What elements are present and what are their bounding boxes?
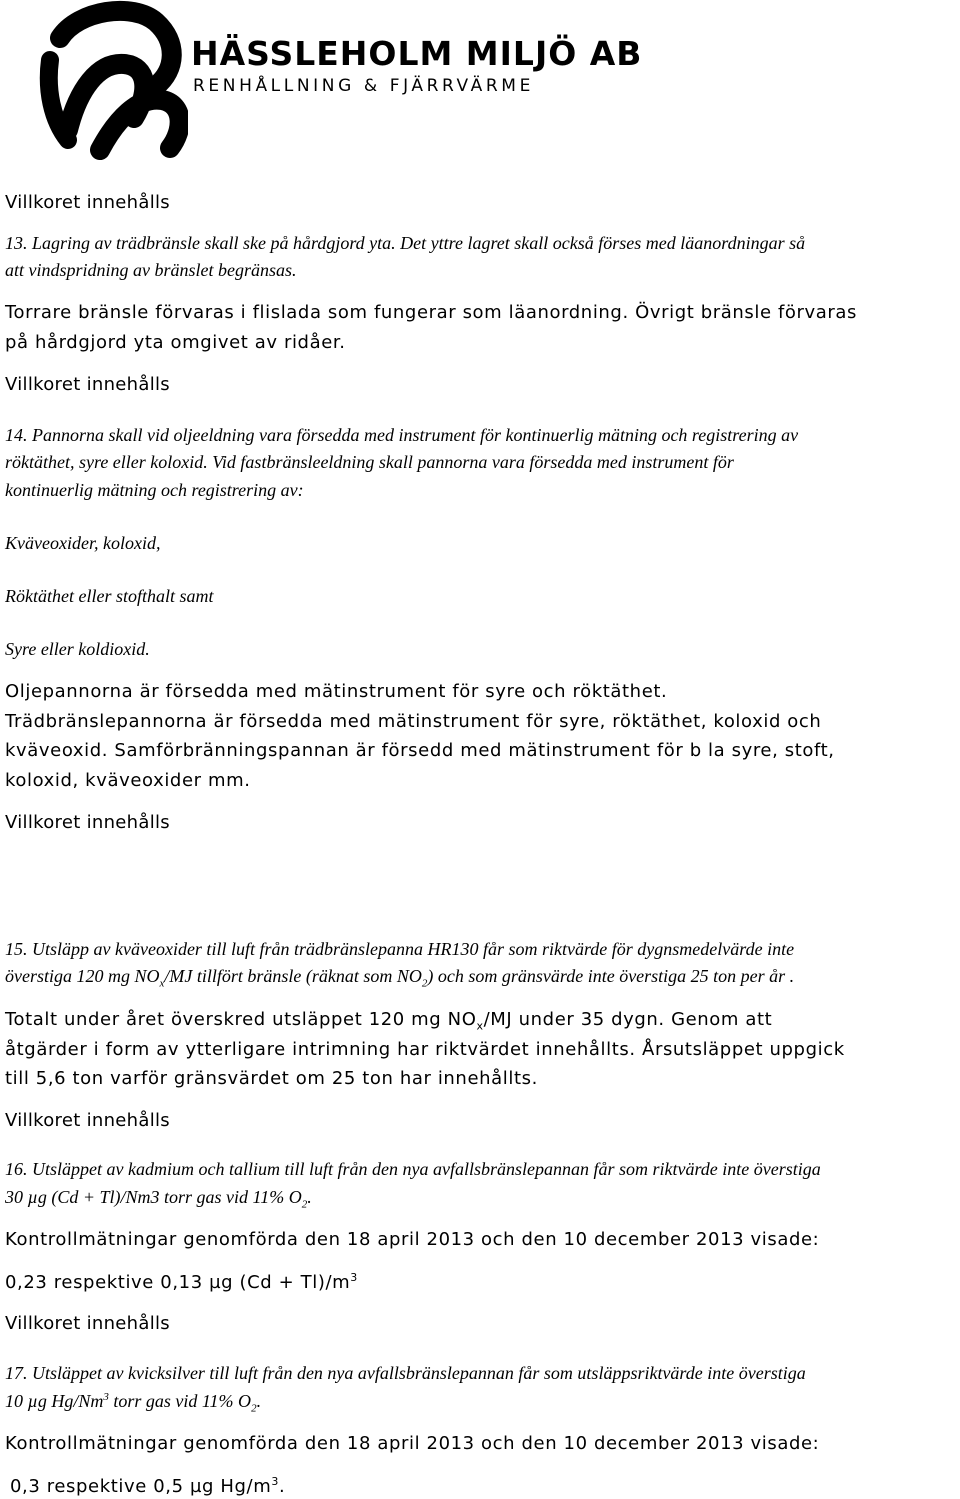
condition-16-text: 16. Utsläppet av kadmium och tallium till luft från den nya avfallsbränslepannan får som riktvärde inte överstiga [5,1159,821,1179]
company-tagline: RENHÅLLNING & FJÄRRVÄRME [193,76,534,96]
response-13-text: på hårdgjord yta omgivet av ridåer. [5,332,346,353]
response-16-text: Kontrollmätningar genomförda den 18 april 2013 och den 10 december 2013 visade: [5,1229,820,1250]
condition-17-text: 10 µg Hg/Nm$^3$ torr gas vid 11% $O_2$. [5,1391,262,1415]
response-17-text: 0,3 respektive 0,5 µg $Hg/m^3$. [10,1475,286,1497]
condition-14-text: röktäthet, syre eller koloxid. Vid fastbränsleeldning skall pannorna vara försedda med instrument för [5,452,734,472]
condition-13-text: 13. Lagring av trädbränsle skall ske på hårdgjord yta. Det yttre lagret skall också förses med läanordningar så [5,233,806,253]
response-14-text: kväveoxid. Samförbränningspannan är försedd med mätinstrument för b la syre, stoft, [5,740,835,761]
response-17-text: Kontrollmätningar genomförda den 18 april 2013 och den 10 december 2013 visade: [5,1433,820,1454]
condition-16-text: 30 µg (Cd + Tl)/Nm3 torr gas vid 11% $O_2$. [5,1187,312,1211]
company-logo [38,0,643,160]
condition-13-text: att vindspridning av bränslet begränsas. [5,260,297,280]
response-15-text: till 5,6 ton varför gränsvärdet om 25 ton har innehållts. [5,1068,538,1089]
condition-status: Villkoret innehålls [5,192,170,213]
hm-monogram-icon [38,0,188,160]
response-15-text: Totalt under året överskred utsläppet 120 mg $NO_x/MJ$ under 35 dygn. Genom att [5,1009,773,1033]
condition-status: Villkoret innehålls [5,374,170,395]
condition-14-list-item: Syre eller koldioxid. [5,639,150,659]
condition-status: Villkoret innehålls [5,812,170,833]
response-14-text: Trädbränslepannorna är försedda med mätinstrument för syre, röktäthet, koloxid och [5,711,822,732]
condition-15-text: överstiga 120 mg $NO_x/MJ$ tillfört bränsle (räknat som $NO_2$) och som gränsvärde inte överstiga 25 ton per år . [5,966,795,990]
response-16-text: 0,23 respektive 0,13 µg $(Cd + Tl)/m^3$ [5,1271,358,1293]
condition-status: Villkoret innehålls [5,1313,170,1334]
company-name: HÄSSLEHOLM MILJÖ AB [191,34,643,73]
condition-status: Villkoret innehålls [5,1110,170,1131]
condition-14-list-item: Röktäthet eller stofthalt samt [5,586,214,606]
response-14-text: Oljepannorna är försedda med mätinstrument för syre och röktäthet. [5,681,668,702]
condition-14-text: kontinuerlig mätning och registrering av: [5,480,304,500]
response-13-text: Torrare bränsle förvaras i flislada som fungerar som läanordning. Övrigt bränsle förvaras [5,302,857,323]
condition-17-text: 17. Utsläppet av kvicksilver till luft från den nya avfallsbränslepannan får som utsläppsriktvärde inte överstiga [5,1363,806,1383]
condition-14-list-item: Kväveoxider, koloxid, [5,533,161,553]
response-15-text: åtgärder i form av ytterligare intrimning har riktvärdet innehållts. Årsutsläppet uppgick [5,1039,845,1060]
condition-15-text: 15. Utsläpp av kväveoxider till luft från trädbränslepanna HR130 får som riktvärde för dygnsmedelvärde inte [5,939,795,959]
response-14-text: koloxid, kväveoxider mm. [5,770,251,791]
condition-14-text: 14. Pannorna skall vid oljeeldning vara försedda med instrument för kontinuerlig mätning och registrering av [5,425,799,445]
